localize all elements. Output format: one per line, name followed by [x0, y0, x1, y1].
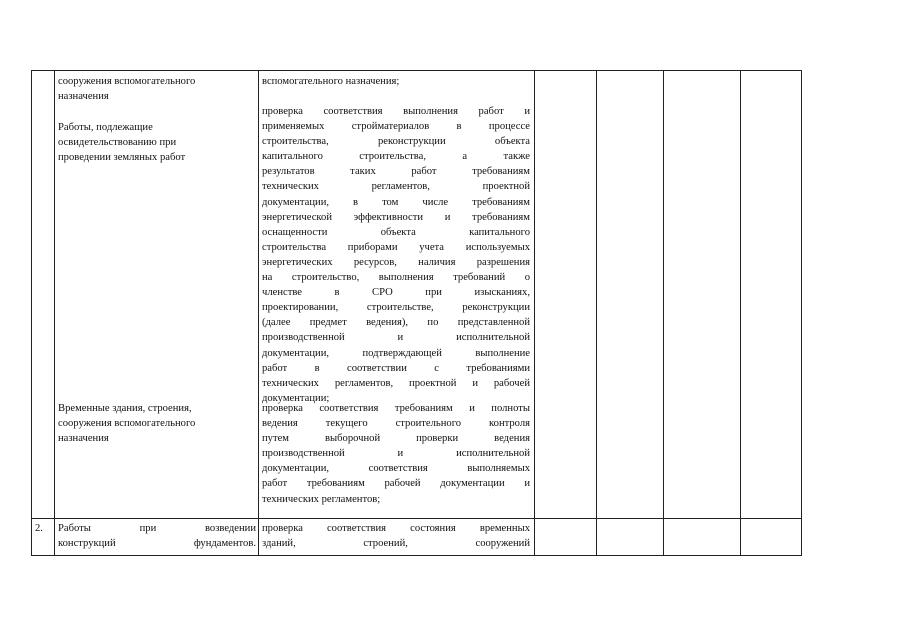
table-column-divider	[534, 70, 535, 556]
text-line: документации, в том числе требованиям	[262, 196, 530, 208]
text-line: (далее предмет ведения), по представленной	[262, 317, 530, 329]
text-line: путем выборочной проверки ведения	[262, 433, 530, 445]
row1-work-type-block	[58, 120, 256, 165]
text-line: проверка соответствия требованиям и полноты	[262, 403, 530, 414]
text-line: членстве в СРО при изысканиях,	[262, 287, 530, 299]
text-line: проектировании, строительстве, реконструкции	[262, 302, 530, 314]
table-column-divider	[740, 70, 741, 556]
text-line: ведения текущего строительного контроля	[262, 418, 530, 430]
text-line: работ требованиям рабочей документации и	[262, 478, 530, 490]
text-line: технических регламентов;	[262, 493, 381, 505]
table-border-bottom	[31, 555, 802, 556]
text-line: Работы, подлежащие	[58, 122, 153, 133]
text-line: документации, подтверждающей выполнение	[262, 347, 530, 359]
text-line: документации;	[262, 392, 330, 404]
text-line: проверка соответствия состояния временных	[262, 523, 530, 534]
table-column-divider	[663, 70, 664, 556]
text-line: производственной и исполнительной	[262, 332, 530, 344]
text-line: энергетических ресурсов, наличия разрешения	[262, 256, 530, 268]
row1-work-type-block	[58, 74, 256, 104]
table-column-divider	[258, 70, 259, 556]
table-border-left	[31, 70, 32, 556]
text-line: энергетической эффективности и требованиям	[262, 211, 530, 223]
row2-work-type	[58, 521, 256, 551]
text-line: на строительство, выполнения требований о	[262, 272, 530, 284]
text-line: капитального строительства, а также	[262, 151, 530, 163]
row2-number	[35, 521, 53, 536]
text-line: строительства приборами учета используемых	[262, 241, 530, 253]
table-column-divider	[54, 70, 55, 556]
row1-description-block	[262, 401, 530, 507]
text-line: проверка соответствия выполнения работ и	[262, 106, 530, 117]
text-line: технических регламентов, проектной и рабочей	[262, 377, 530, 389]
table-border-top	[31, 70, 802, 71]
text-line: освидетельствованию при	[58, 137, 177, 149]
text-line: конструкций фундаментов.	[58, 538, 256, 550]
text-line: проведении земляных работ	[58, 152, 186, 164]
text-line: работ в соответствии с требованиями	[262, 362, 530, 374]
text-line: Работы при возведении	[58, 523, 256, 534]
text-line: зданий, строений, сооружений	[262, 538, 530, 550]
row-number: 2.	[35, 523, 43, 534]
table-border-right	[801, 70, 802, 556]
text-line: Временные здания, строения,	[58, 403, 192, 414]
text-line: документации, соответствия выполняемых	[262, 463, 530, 475]
text-line: назначения	[58, 433, 109, 445]
text-line: назначения	[58, 91, 109, 103]
text-line: оснащенности объекта капитального	[262, 226, 530, 238]
text-line: сооружения вспомогательного	[58, 76, 196, 87]
row2-description	[262, 521, 530, 551]
text-line: сооружения вспомогательного	[58, 418, 196, 430]
text-line: применяемых стройматериалов в процессе	[262, 121, 530, 133]
table-column-divider	[596, 70, 597, 556]
text-line: вспомогательного назначения;	[262, 76, 400, 87]
row1-description-block	[262, 74, 530, 89]
text-line: строительства, реконструкции объекта	[262, 136, 530, 148]
row1-work-type-block	[58, 401, 256, 446]
text-line: результатов таких работ требованиям	[262, 166, 530, 178]
text-line: производственной и исполнительной	[262, 448, 530, 460]
row1-description-block	[262, 104, 530, 406]
text-line: технических регламентов, проектной	[262, 181, 530, 193]
table-row-divider	[31, 518, 802, 519]
